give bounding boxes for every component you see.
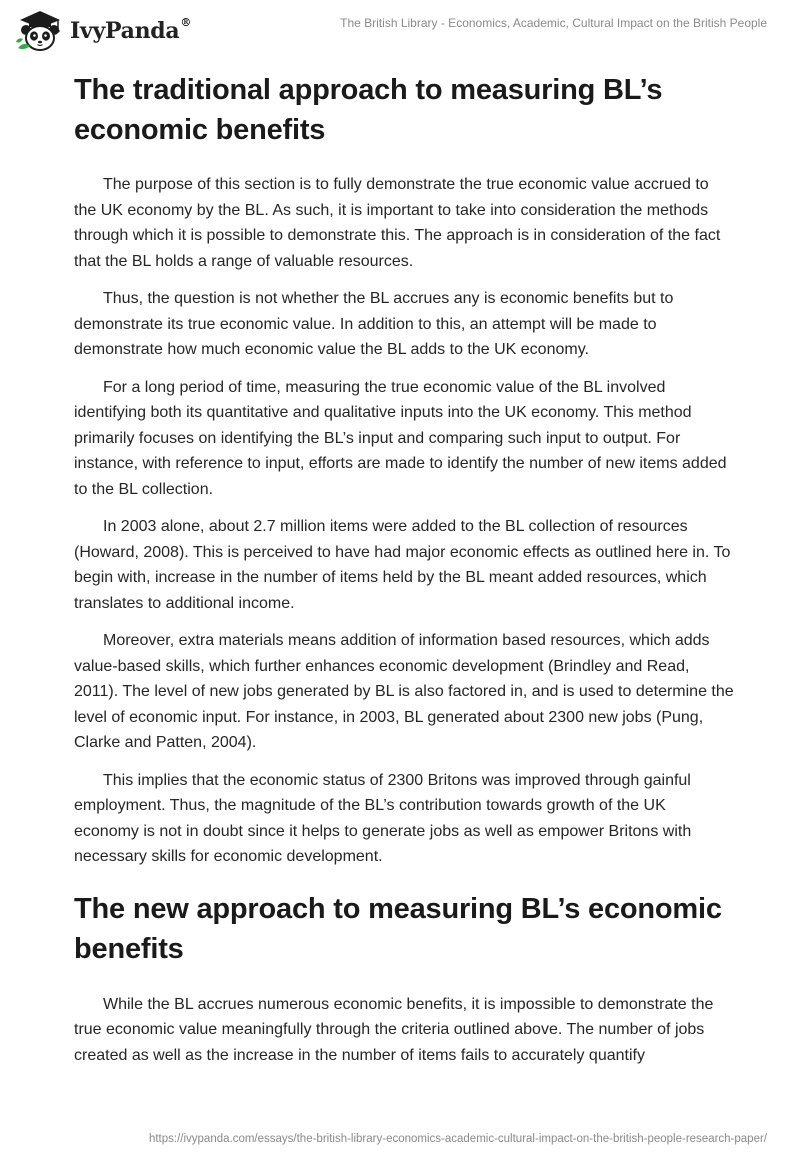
article-body — [74, 70, 734, 1068]
paragraph: While the BL accrues numerous economic benefits, it is impossible to demonstrate the true economic value meaningfully through the criteria outlined above. The number of jobs created as well as the increase in the number of items fails to accurately quantify — [74, 995, 714, 1064]
source-url[interactable]: https://ivypanda.com/essays/the-british-library-economics-academic-cultural-impact-on-the-british-people-research-paper/ — [148, 1133, 767, 1145]
paragraph: In 2003 alone, about 2.7 million items were added to the BL collection of resources (Howard, 2008). This is perceived to have had major economic effects as outlined here in. To begin with, increase in the number of items held by the BL meant added resources, which translates to additional income. — [74, 518, 731, 612]
document-title: The British Library - Economics, Academic, Cultural Impact on the British People — [340, 16, 767, 30]
ivypanda-logo[interactable] — [14, 8, 191, 54]
paragraph: For a long period of time, measuring the true economic value of the BL involved identifying both its quantitative and qualitative inputs into the UK economy. This method primarily focuses on identifying the BL’s input and comparing such input to output. For instance, with reference to input, efforts are made to identify the number of new items added to the BL collection. — [74, 378, 727, 498]
page-header — [0, 0, 800, 62]
registered-mark: ® — [180, 16, 192, 29]
brand-name: IvyPanda® — [70, 16, 192, 44]
panda-graduate-icon — [14, 8, 66, 54]
paragraph: The purpose of this section is to fully demonstrate the true economic value accrued to the UK economy by the BL. As such, it is important to take into consideration the methods through which it is possible to demonstrate this. The approach is in consideration of the fact that the BL holds a range of valuable resources. — [74, 176, 721, 270]
section-traditional-body — [74, 172, 734, 870]
section-heading-new: The new approach to measuring BL’s economic benefits — [74, 892, 722, 965]
paragraph: Thus, the question is not whether the BL accrues any is economic benefits but to demonstrate its true economic value. In addition to this, an attempt will be made to demonstrate how much economic value the BL adds to the UK economy. — [74, 290, 674, 358]
section-new-body — [74, 992, 734, 1069]
paragraph: Moreover, extra materials means addition of information based resources, which adds value-based skills, which further enhances economic development (Brindley and Read, 2011). The level of new jobs generated by BL is also factored in, and is used to determine the level of economic input. For instance, in 2003, BL generated about 2300 new jobs (Pung, Clarke and Patten, 2004). — [74, 632, 734, 751]
section-heading-traditional: The traditional approach to measuring BL’s economic benefits — [74, 74, 663, 146]
paragraph: This implies that the economic status of 2300 Britons was improved through gainful employment. Thus, the magnitude of the BL’s contribution towards growth of the UK economy is not in doubt since it helps to generate jobs as well as empower Britons with necessary skills for economic development. — [74, 771, 692, 865]
